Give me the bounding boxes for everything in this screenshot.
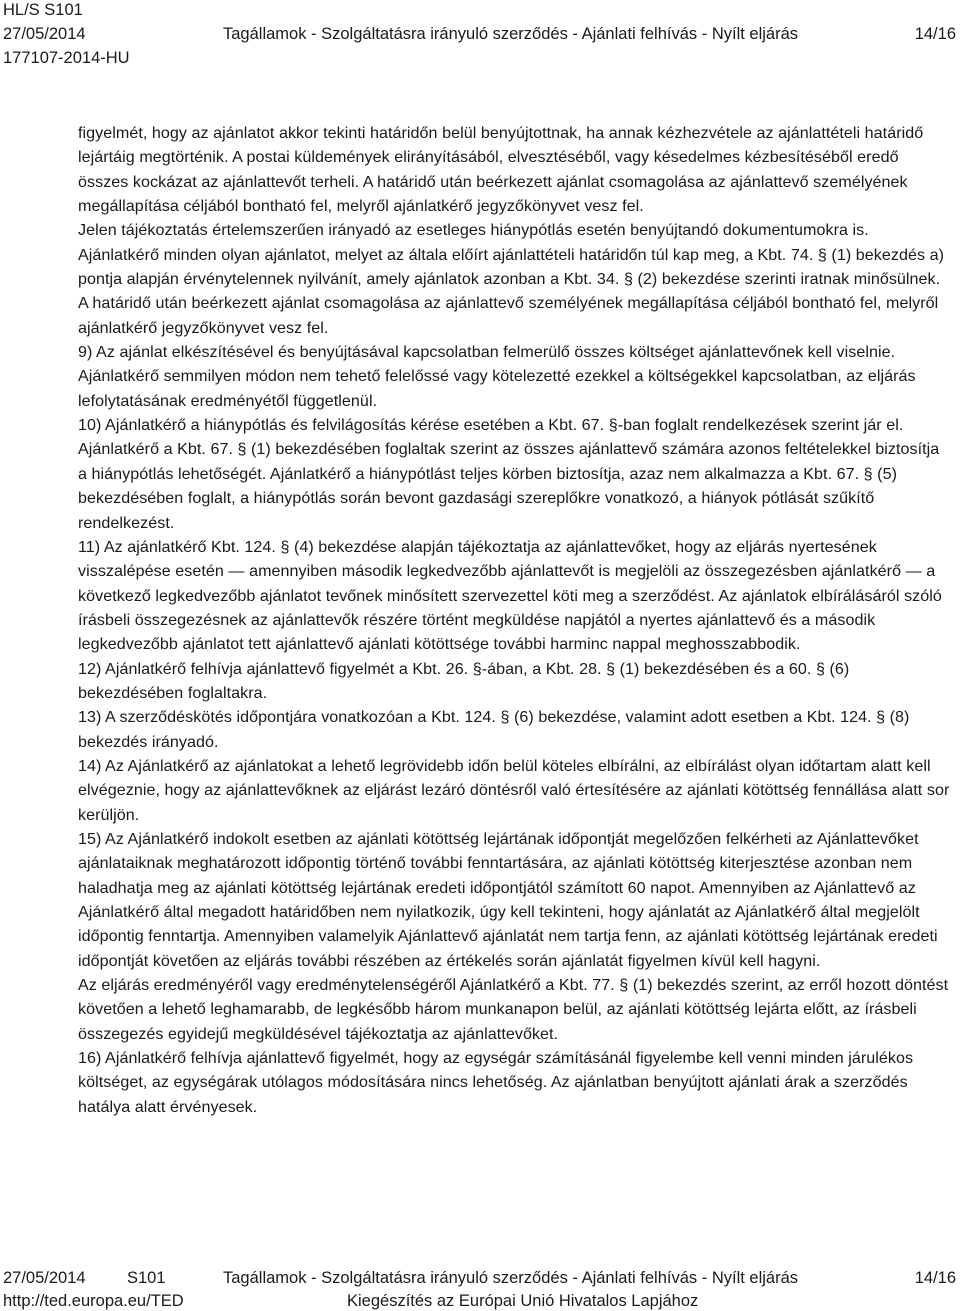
header-notice-number: 177107-2014-HU [3,49,130,67]
body-paragraph-9: 14) Az Ajánlatkérő az ajánlatokat a lehető legrövidebb időn belül köteles elbírálni, az elbírálást olyan időtartam alatt kell elvégeznie, hogy az ajánlattevőknek az eljárást lezáró döntésről való értesítésére az ajánlati kötöttség fennállása alatt sor kerüljön. [78,756,950,824]
body-paragraph-6: 11) Az ajánlatkérő Kbt. 124. § (4) bekezdése alapján tájékoztatja az ajánlattevőket, hogy az eljárás nyertesének visszalépése esetén — amennyiben második legkedvezőbb ajánlattevőt is megjelöli az összegezésben ajánlatkérő — a következő legkedvezőbb ajánlatot tevőnek minősített szervezettel köti meg a szerződést. Az ajánlatok elbírálásáról szóló írásbeli összegezésnek az ajánlattevők részére történt megküldése napjától a nyertes ajánlattevő és a második legkedvezőbb ajánlatot tett ajánlattevő ajánlati kötöttsége további harminc nappal meghosszabbodik. [78,537,942,654]
footer-date: 27/05/2014 [3,1269,86,1287]
footer-url-link[interactable]: http://ted.europa.eu/TED [3,1292,184,1310]
page-footer [0,1262,960,1311]
header-date: 27/05/2014 [3,25,86,43]
header-page-number: 14/16 [914,25,956,43]
footer-code: S101 [127,1269,166,1287]
body-paragraph-11: Az eljárás eredményéről vagy eredménytelenségéről Ajánlatkérő a Kbt. 77. § (1) bekezdés szerint, az erről hozott döntést követően a lehető leghamarabb, de legkésőbb három munkanapon belül, az ajánlati kötöttség lejárta előtt, az írásbeli összegezés egyidejű megküldésével tájékoztatja az ajánlattevőket. [78,976,949,1043]
header-title: Tagállamok - Szolgáltatásra irányuló szerződés - Ajánlati felhívás - Nyílt eljárás [223,25,799,43]
page-header [0,0,960,68]
header-doc-id: HL/S S101 [3,1,83,19]
body-paragraph-7: 12) Ajánlatkérő felhívja ajánlattevő figyelmét a Kbt. 26. §-ában, a Kbt. 28. § (1) bekezdésében és a 60. § (6) bekezdésében foglaltakra. [78,659,850,702]
footer-supplement: Kiegészítés az Európai Unió Hivatalos Lapjához [347,1292,699,1310]
body-paragraph-5: 10) Ajánlatkérő a hiánypótlás és felvilágosítás kérése esetében a Kbt. 67. §-ban foglalt rendelkezések szerint jár el. Ajánlatkérő a Kbt. 67. § (1) bekezdésében foglaltak szerint az összes ajánlattevő számára azonos feltételekkel biztosítja a hiánypótlás lehetőségét. Ajánlatkérő a hiánypótlást teljes körben biztosítja, azaz nem alkalmazza a Kbt. 67. § (5) bekezdésében foglalt, a hiánypótlás során bevont gazdasági szereplőkre vonatkozó, a hiányok pótlását szűkítő rendelkezést. [78,416,940,532]
body-paragraph-3: Ajánlatkérő minden olyan ajánlatot, melyet az általa előírt ajánlattételi határidőn túl kap meg, a Kbt. 74. § (1) bekezdés a) pontja alapján érvénytelennek nyilvánít, amely ajánlatok azonban a Kbt. 34. § (2) bekezdése szerinti iratnak minősülnek. A határidő után beérkezett ajánlat csomagolása az ajánlattevő személyének megállapítása céljából bontható fel, melyről ajánlatkérő jegyzőkönyvet vesz fel. [78,245,944,337]
body-paragraph-12: 16) Ajánlatkérő felhívja ajánlattevő figyelmét, hogy az egységár számításánál figyelembe kell venni minden járulékos költséget, az egységárak utólagos módosítására nincs lehetőség. Az ajánlatban benyújtott ajánlati árak a szerződés hatálya alatt érvényesek. [78,1049,914,1116]
body-paragraph-8: 13) A szerződéskötés időpontjára vonatkozóan a Kbt. 124. § (6) bekezdése, valamint adott esetben a Kbt. 124. § (8) bekezdés irányadó. [78,708,910,751]
body-paragraph-1: figyelmét, hogy az ajánlatot akkor tekinti határidőn belül benyújtottnak, ha annak kézhezvétele az ajánlattételi határidő lejártáig megtörténik. A postai küldemények elirányításából, elvesztéséből, vagy késedelmes kézbesítéséből eredő összes kockázat az ajánlattevőt terheli. A határidő után beérkezett ajánlat csomagolása az ajánlattevő személyének megállapítása céljából bontható fel, melyről ajánlatkérő jegyzőkönyvet vesz fel. [78,124,924,216]
body-paragraph-4: 9) Az ajánlat elkészítésével és benyújtásával kapcsolatban felmerülő összes költséget ajánlattevőnek kell viselnie. Ajánlatkérő semmilyen módon nem tehető felelőssé vagy kötelezetté ezekkel a költségekkel kapcsolatban, az eljárás lefolytatásának eredményétől függetlenül. [78,343,916,410]
footer-title: Tagállamok - Szolgáltatásra irányuló szerződés - Ajánlati felhívás - Nyílt eljárás [223,1269,799,1287]
body-paragraph-2: Jelen tájékoztatás értelemszerűen irányadó az esetleges hiánypótlás esetén benyújtandó dokumentumokra is. [78,221,869,240]
footer-page-number: 14/16 [914,1269,956,1287]
document-body [78,121,952,1119]
body-paragraph-10: 15) Az Ajánlatkérő indokolt esetben az ajánlati kötöttség lejártának időpontját megelőzően felkérheti az Ajánlattevőket ajánlataiknak meghatározott időpontig történő további fenntartására, az ajánlati kötöttség kiterjesztése azonban nem haladhatja meg az ajánlati kötöttség lejártának eredeti időpontjától számított 60 napot. Amennyiben az Ajánlattevő az Ajánlatkérő által megadott határidőben nem nyilatkozik, úgy kell tekinteni, hogy ajánlatát az Ajánlatkérő által megjelölt időpontig fenntartja. Amennyiben valamelyik Ajánlattevő ajánlatát nem tartja fenn, az ajánlati kötöttség lejártának eredeti időpontját követően az eljárás további részében az értékelés során ajánlatát figyelmen kívül kell hagyni. [78,829,938,970]
